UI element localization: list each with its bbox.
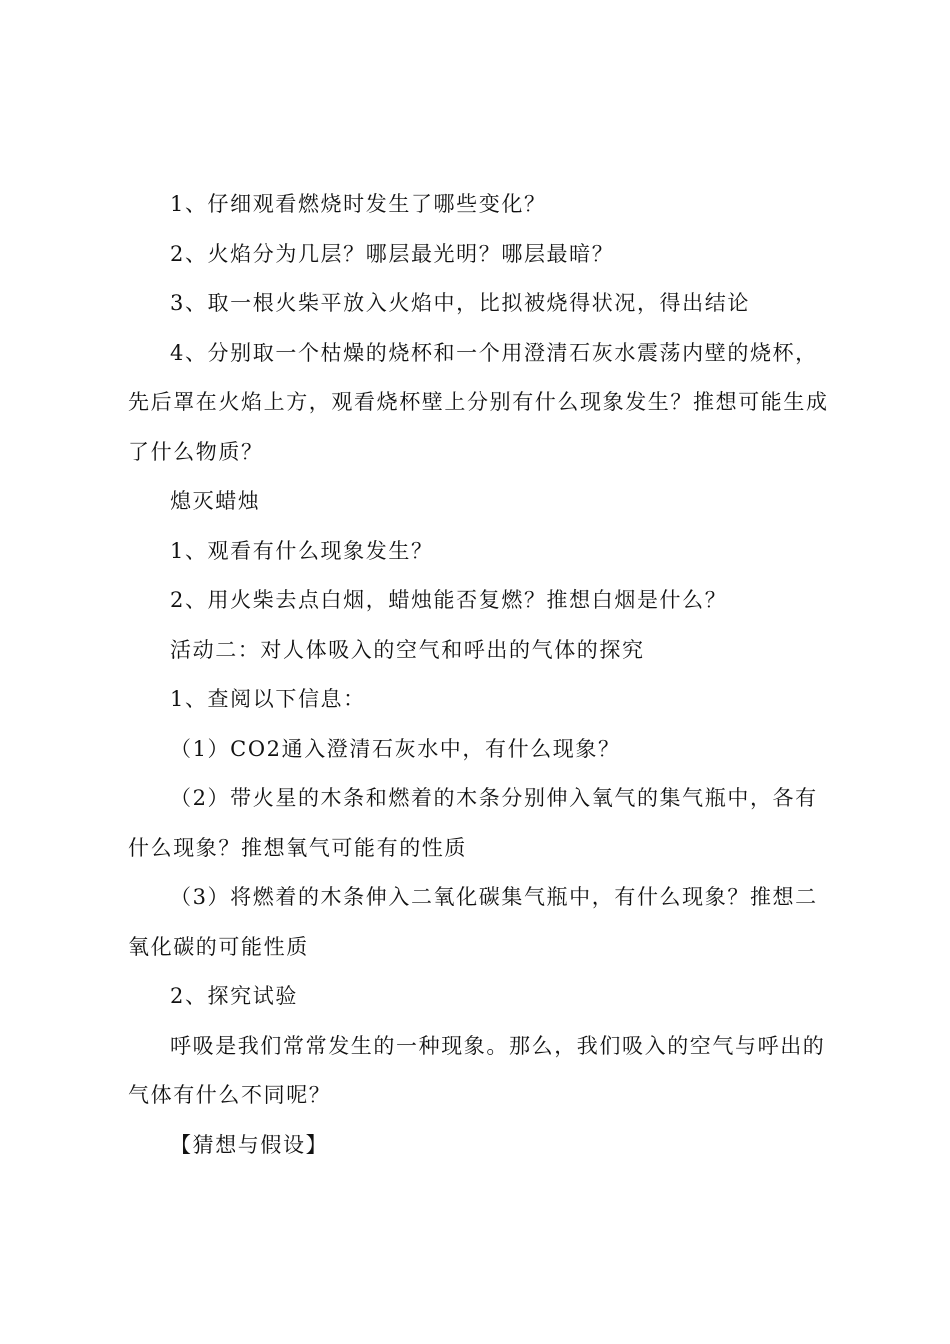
- paragraph-consult-info: 1、查阅以下信息：: [170, 687, 366, 711]
- section-heading-activity-two: 活动二：对人体吸入的空气和呼出的气体的探究: [170, 637, 645, 662]
- document-body: [128, 180, 836, 1170]
- paragraph-oxygen-splint: （2）带火星的木条和燃着的木条分别伸入氧气的集气瓶中，各有什么现象？推想氧气可能有的性质: [128, 786, 818, 860]
- paragraph-beaker-test: 4、分别取一个枯燥的烧杯和一个用澄清石灰水震荡内壁的烧杯，先后罩在火焰上方，观看烧杯壁上分别有什么现象发生？推想可能生成了什么物质？: [128, 340, 829, 464]
- paragraph-breathing: 呼吸是我们常常发生的一种现象。那么，我们吸入的空气与呼出的气体有什么不同呢？: [128, 1033, 826, 1107]
- paragraph-co2-splint: （3）将燃着的木条伸入二氧化碳集气瓶中，有什么现象？推想二氧化碳的可能性质: [128, 885, 818, 959]
- paragraph-observe-phenomenon: 1、观看有什么现象发生？: [170, 538, 434, 563]
- section-heading-extinguish-candle: 熄灭蜡烛: [170, 489, 261, 513]
- paragraph-explore-experiment: 2、探究试验: [170, 984, 298, 1008]
- paragraph-white-smoke: 2、用火柴去点白烟，蜡烛能否复燃？推想白烟是什么？: [170, 588, 728, 612]
- section-heading-hypothesis: 【猜想与假设】: [170, 1132, 329, 1157]
- paragraph-match-test: 3、取一根火柴平放入火焰中，比拟被烧得状况，得出结论: [170, 291, 750, 315]
- paragraph-flame-layers: 2、火焰分为几层？哪层最光明？哪层最暗？: [170, 241, 615, 266]
- paragraph-co2-limewater: （1）CO2通入澄清石灰水中，有什么现象？: [170, 736, 621, 761]
- paragraph-observe-burning: 1、仔细观看燃烧时发生了哪些变化？: [170, 192, 547, 216]
